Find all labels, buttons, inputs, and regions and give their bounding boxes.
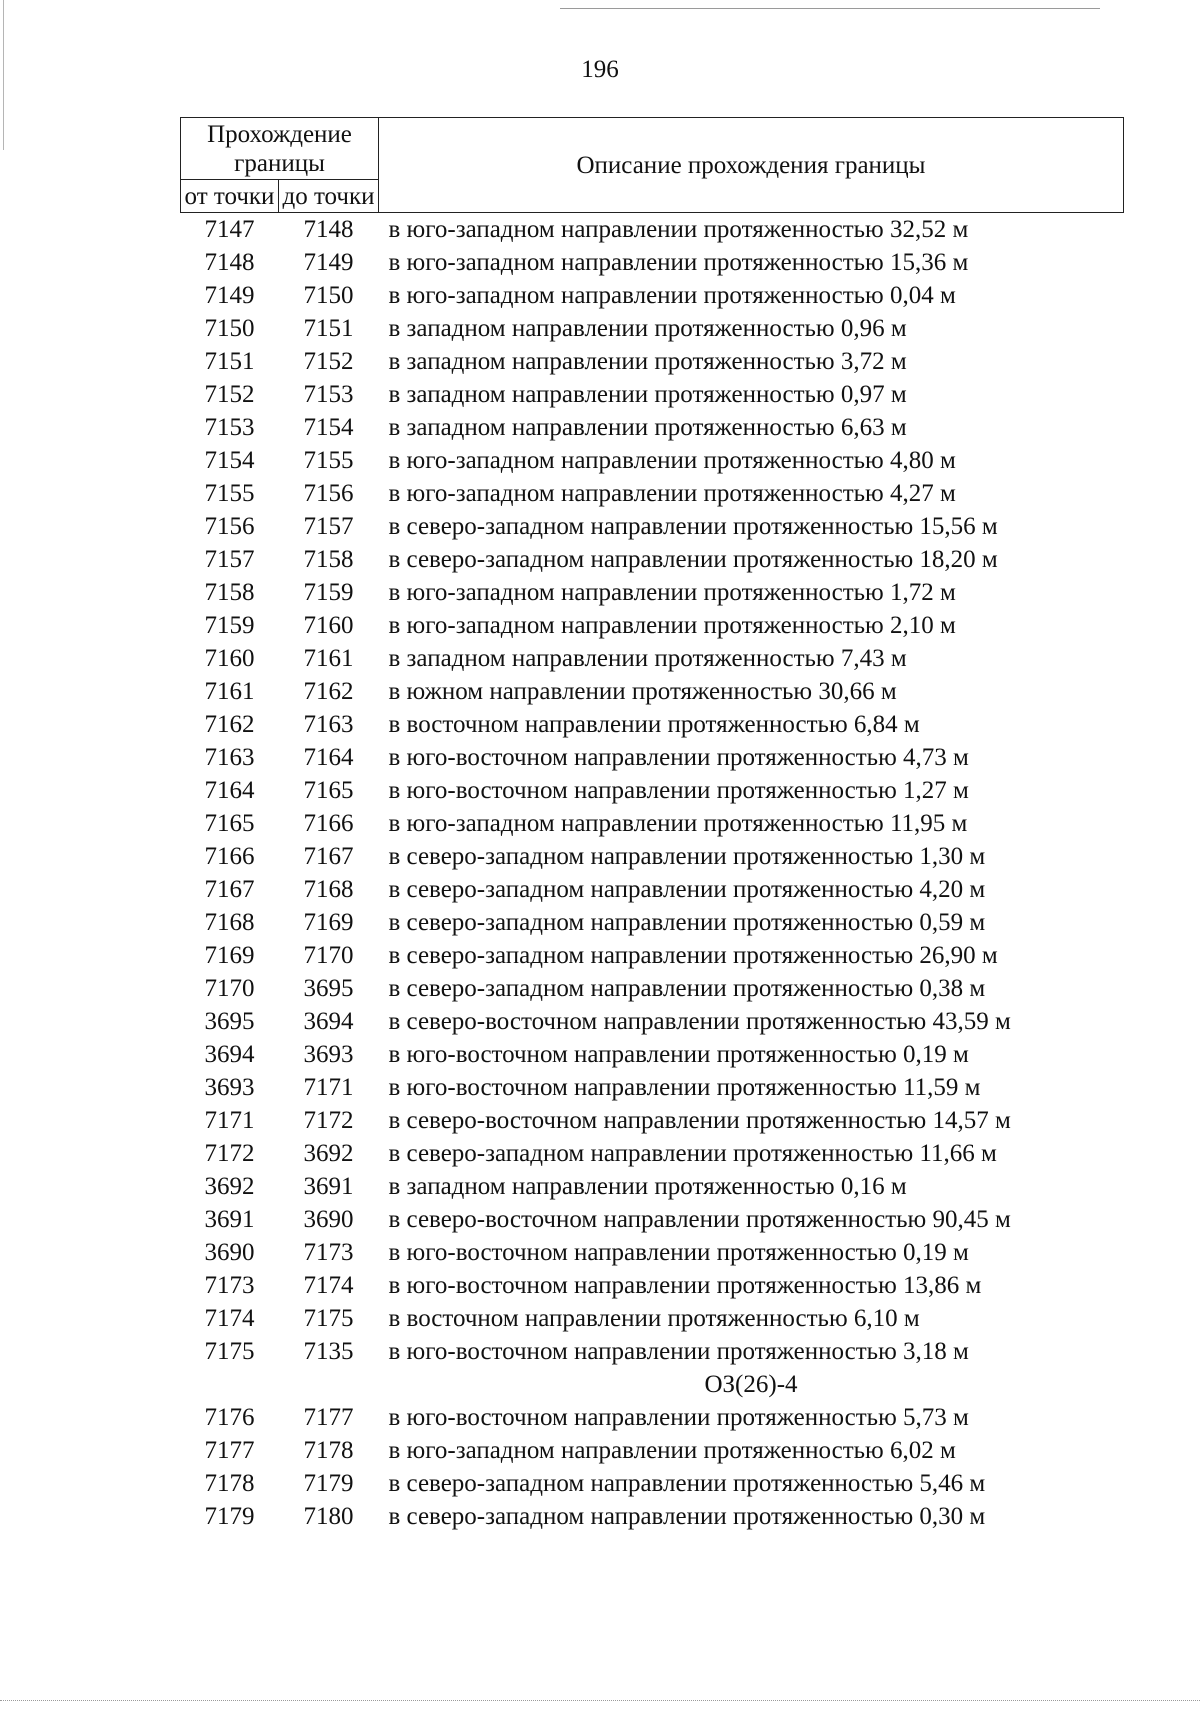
row-to-point: 3693 — [303, 1041, 354, 1068]
row-from-point: 7154 — [204, 447, 255, 474]
row-to-point: 7164 — [303, 744, 354, 771]
row-to-point: 3691 — [303, 1173, 354, 1200]
row-description: в западном направлении протяженностью 3,72 м — [388, 348, 907, 375]
row-description: в северо-восточном направлении протяженностью 90,45 м — [388, 1206, 1011, 1233]
row-description: в юго-западном направлении протяженностью 4,80 м — [388, 447, 956, 474]
table-row — [181, 411, 1124, 444]
row-description: в южном направлении протяженностью 30,66 м — [388, 678, 897, 705]
row-description: в западном направлении протяженностью 6,63 м — [388, 414, 907, 441]
row-to-point: 7159 — [303, 579, 354, 606]
row-from-point: 7153 — [204, 414, 255, 441]
row-from-point: 7168 — [204, 909, 255, 936]
row-description: в юго-западном направлении протяженностью 15,36 м — [388, 249, 969, 276]
table-row — [181, 1005, 1124, 1038]
page-number: 196 — [581, 56, 619, 83]
table-row — [181, 1434, 1124, 1467]
row-from-point: 7178 — [204, 1470, 255, 1497]
table-row — [181, 312, 1124, 345]
row-description: в юго-восточном направлении протяженностью 1,27 м — [388, 777, 969, 804]
table-row — [181, 444, 1124, 477]
boundary-table — [180, 117, 1124, 1533]
row-description: в северо-западном направлении протяженностью 26,90 м — [388, 942, 998, 969]
row-description: в северо-восточном направлении протяженностью 43,59 м — [388, 1008, 1011, 1035]
row-to-point: 7151 — [303, 315, 354, 342]
table-row — [181, 807, 1124, 840]
row-from-point: 7149 — [204, 282, 255, 309]
table-row — [181, 840, 1124, 873]
row-from-point: 7163 — [204, 744, 255, 771]
row-to-point: 7154 — [303, 414, 354, 441]
row-description: в восточном направлении протяженностью 6,10 м — [388, 1305, 920, 1332]
table-row — [181, 477, 1124, 510]
scan-edge-top — [560, 8, 1100, 9]
row-description: в восточном направлении протяженностью 6,84 м — [388, 711, 920, 738]
row-from-point: 7179 — [204, 1503, 255, 1530]
row-from-point: 7157 — [204, 546, 255, 573]
table-row — [181, 1038, 1124, 1071]
row-description: в северо-западном направлении протяженностью 0,38 м — [388, 975, 986, 1002]
row-from-point: 7170 — [204, 975, 255, 1002]
row-from-point: 3695 — [204, 1008, 255, 1035]
row-to-point: 7152 — [303, 348, 354, 375]
row-to-point: 7168 — [303, 876, 354, 903]
row-to-point: 7165 — [303, 777, 354, 804]
row-from-point: 7169 — [204, 942, 255, 969]
row-to-point: 7163 — [303, 711, 354, 738]
header-boundary-passage: Прохождение границы — [181, 118, 379, 180]
row-from-point: 3690 — [204, 1239, 255, 1266]
row-description: в юго-восточном направлении протяженностью 5,73 м — [388, 1404, 969, 1431]
table-row — [181, 543, 1124, 576]
row-description: в юго-западном направлении протяженностью 4,27 м — [388, 480, 956, 507]
section-spacer — [181, 1368, 279, 1401]
table-row — [181, 873, 1124, 906]
row-from-point: 7162 — [204, 711, 255, 738]
row-to-point: 7160 — [303, 612, 354, 639]
row-to-point: 7157 — [303, 513, 354, 540]
row-from-point: 7176 — [204, 1404, 255, 1431]
row-to-point: 7161 — [303, 645, 354, 672]
row-from-point: 7159 — [204, 612, 255, 639]
row-from-point: 7147 — [204, 216, 255, 243]
row-from-point: 7156 — [204, 513, 255, 540]
row-to-point: 7180 — [303, 1503, 354, 1530]
row-from-point: 7167 — [204, 876, 255, 903]
row-description: в юго-западном направлении протяженностью 0,04 м — [388, 282, 956, 309]
table-row — [181, 1335, 1124, 1368]
row-from-point: 7155 — [204, 480, 255, 507]
table-row — [181, 1071, 1124, 1104]
row-to-point: 3690 — [303, 1206, 354, 1233]
row-to-point: 7178 — [303, 1437, 354, 1464]
row-to-point: 7153 — [303, 381, 354, 408]
row-description: в северо-западном направлении протяженностью 4,20 м — [388, 876, 986, 903]
row-from-point: 7173 — [204, 1272, 255, 1299]
row-description: в юго-западном направлении протяженностью 11,95 м — [388, 810, 968, 837]
row-description: в юго-западном направлении протяженностью 2,10 м — [388, 612, 956, 639]
row-description: в северо-западном направлении протяженностью 15,56 м — [388, 513, 998, 540]
table-row — [181, 213, 1124, 247]
row-to-point: 7169 — [303, 909, 354, 936]
section-spacer — [279, 1368, 379, 1401]
row-from-point: 7171 — [204, 1107, 255, 1134]
table-row — [181, 378, 1124, 411]
table-row — [181, 345, 1124, 378]
row-from-point: 7158 — [204, 579, 255, 606]
row-description: в северо-восточном направлении протяженностью 14,57 м — [388, 1107, 1011, 1134]
row-to-point: 3695 — [303, 975, 354, 1002]
table-row — [181, 708, 1124, 741]
row-from-point: 7175 — [204, 1338, 255, 1365]
table-row — [181, 1170, 1124, 1203]
row-to-point: 7135 — [303, 1338, 354, 1365]
row-description: в северо-западном направлении протяженностью 0,30 м — [388, 1503, 986, 1530]
row-description: в западном направлении протяженностью 7,43 м — [388, 645, 907, 672]
table-body — [181, 213, 1124, 1534]
row-description: в юго-восточном направлении протяженностью 11,59 м — [388, 1074, 981, 1101]
table-row — [181, 246, 1124, 279]
row-from-point: 7152 — [204, 381, 255, 408]
row-from-point: 7150 — [204, 315, 255, 342]
row-to-point: 7174 — [303, 1272, 354, 1299]
table-header — [181, 118, 1124, 213]
row-from-point: 7177 — [204, 1437, 255, 1464]
table-row — [181, 1137, 1124, 1170]
scan-edge-bottom — [0, 1700, 1200, 1701]
table-row — [181, 510, 1124, 543]
table-row — [181, 906, 1124, 939]
table-row — [181, 774, 1124, 807]
row-description: в северо-западном направлении протяженностью 11,66 м — [388, 1140, 997, 1167]
row-description: в юго-восточном направлении протяженностью 0,19 м — [388, 1239, 969, 1266]
header-description: Описание прохождения границы — [379, 118, 1124, 213]
table-row — [181, 576, 1124, 609]
row-from-point: 7151 — [204, 348, 255, 375]
row-description: в юго-восточном направлении протяженностью 0,19 м — [388, 1041, 969, 1068]
row-description: в юго-западном направлении протяженностью 32,52 м — [388, 216, 969, 243]
row-from-point: 3693 — [204, 1074, 255, 1101]
row-to-point: 7158 — [303, 546, 354, 573]
row-to-point: 7170 — [303, 942, 354, 969]
row-to-point: 7166 — [303, 810, 354, 837]
row-to-point: 7162 — [303, 678, 354, 705]
row-from-point: 3694 — [204, 1041, 255, 1068]
row-description: в юго-восточном направлении протяженностью 4,73 м — [388, 744, 969, 771]
row-description: в северо-западном направлении протяженностью 5,46 м — [388, 1470, 986, 1497]
row-to-point: 7177 — [303, 1404, 354, 1431]
row-description: в северо-западном направлении протяженностью 18,20 м — [388, 546, 998, 573]
row-from-point: 7148 — [204, 249, 255, 276]
row-description: в юго-восточном направлении протяженностью 13,86 м — [388, 1272, 982, 1299]
row-from-point: 7160 — [204, 645, 255, 672]
row-from-point: 3691 — [204, 1206, 255, 1233]
row-from-point: 3692 — [204, 1173, 255, 1200]
row-to-point: 7173 — [303, 1239, 354, 1266]
table-row — [181, 741, 1124, 774]
row-to-point: 7175 — [303, 1305, 354, 1332]
section-title: ОЗ(26)-4 — [704, 1371, 798, 1398]
row-to-point: 3694 — [303, 1008, 354, 1035]
row-description: в юго-западном направлении протяженностью 1,72 м — [388, 579, 956, 606]
table-row — [181, 939, 1124, 972]
row-description: в западном направлении протяженностью 0,97 м — [388, 381, 907, 408]
table-row — [181, 609, 1124, 642]
header-to-point: до точки — [279, 180, 379, 213]
row-to-point: 3692 — [303, 1140, 354, 1167]
row-from-point: 7164 — [204, 777, 255, 804]
row-from-point: 7172 — [204, 1140, 255, 1167]
row-to-point: 7156 — [303, 480, 354, 507]
section-row — [181, 1368, 1124, 1401]
row-description: в северо-западном направлении протяженностью 0,59 м — [388, 909, 986, 936]
row-to-point: 7172 — [303, 1107, 354, 1134]
table-row — [181, 1104, 1124, 1137]
row-to-point: 7155 — [303, 447, 354, 474]
row-description: в юго-западном направлении протяженностью 6,02 м — [388, 1437, 956, 1464]
row-to-point: 7150 — [303, 282, 354, 309]
table-row — [181, 675, 1124, 708]
row-from-point: 7174 — [204, 1305, 255, 1332]
table-row — [181, 1203, 1124, 1236]
row-description: в северо-западном направлении протяженностью 1,30 м — [388, 843, 986, 870]
row-description: в западном направлении протяженностью 0,96 м — [388, 315, 907, 342]
table-row — [181, 1302, 1124, 1335]
table-row — [181, 1467, 1124, 1500]
table-row — [181, 1500, 1124, 1533]
table-row — [181, 1236, 1124, 1269]
row-to-point: 7171 — [303, 1074, 354, 1101]
table-row — [181, 1401, 1124, 1434]
row-to-point: 7179 — [303, 1470, 354, 1497]
row-from-point: 7161 — [204, 678, 255, 705]
row-to-point: 7148 — [303, 216, 354, 243]
table-row — [181, 279, 1124, 312]
row-to-point: 7149 — [303, 249, 354, 276]
table-row — [181, 642, 1124, 675]
table-row — [181, 972, 1124, 1005]
table-row — [181, 1269, 1124, 1302]
row-description: в юго-восточном направлении протяженностью 3,18 м — [388, 1338, 969, 1365]
row-description: в западном направлении протяженностью 0,16 м — [388, 1173, 907, 1200]
header-from-point: от точки — [181, 180, 279, 213]
row-from-point: 7166 — [204, 843, 255, 870]
row-to-point: 7167 — [303, 843, 354, 870]
row-from-point: 7165 — [204, 810, 255, 837]
